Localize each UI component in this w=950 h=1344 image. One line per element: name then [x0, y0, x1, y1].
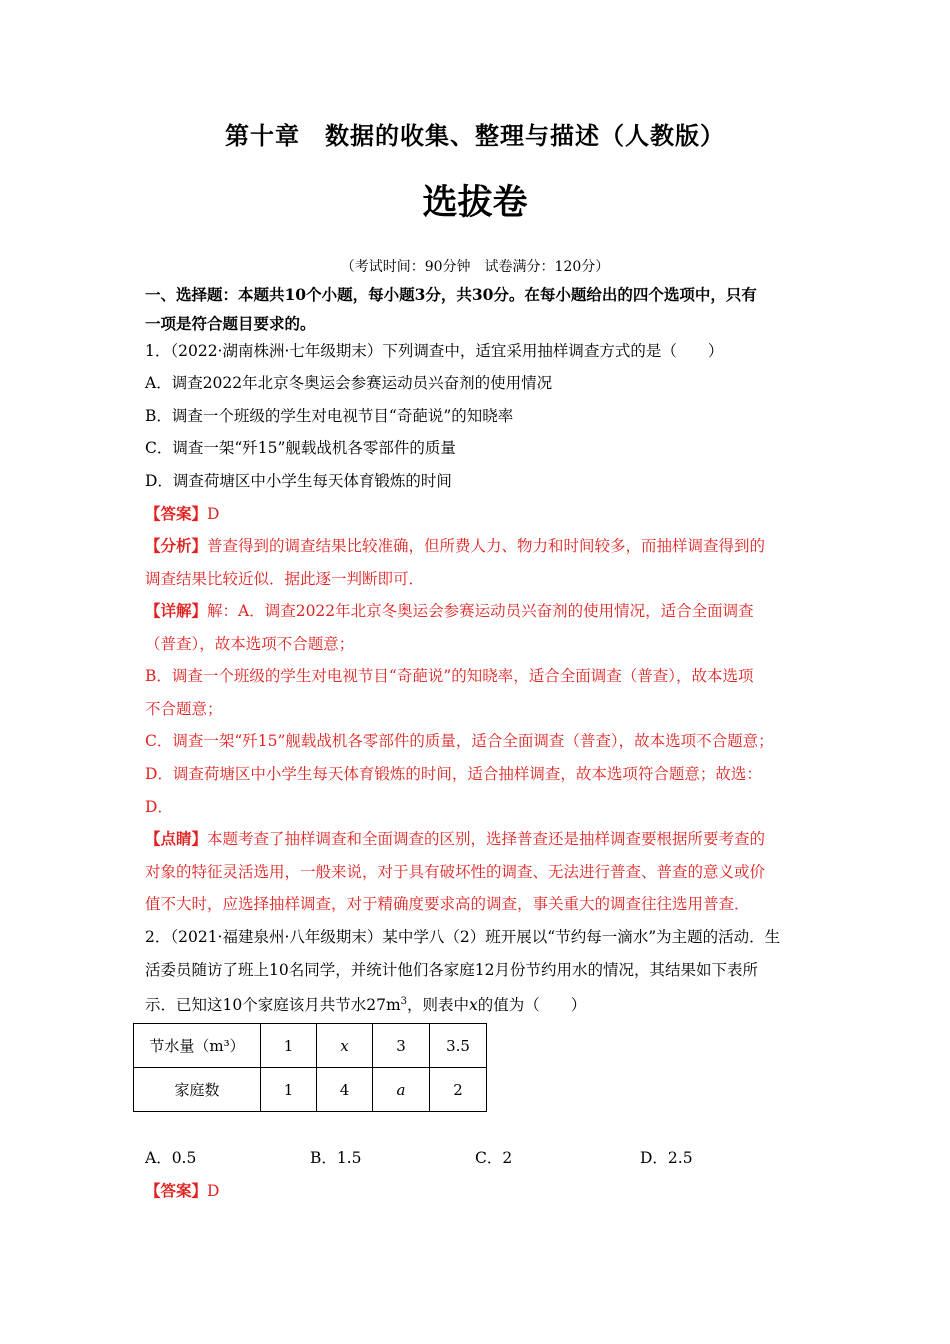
- table-cell: 1: [261, 1024, 317, 1068]
- q2-option-a: A．0.5: [145, 1149, 197, 1167]
- q2-stem-line-2: 活委员随访了班上10名同学，并统计他们各家庭12月份节约用水的情况，其结果如下表所: [145, 961, 758, 979]
- table-cell: 3.5: [430, 1024, 487, 1068]
- q1-detail-line-2: （普查），故本选项不合题意；: [145, 635, 355, 653]
- q1-option-b: B．调查一个班级的学生对电视节目“奇葩说”的知晓率: [145, 407, 514, 425]
- q2-stem-text-a: 示．已知这10个家庭该月共节水27m: [145, 996, 401, 1015]
- q1-detail-line-6: D．调查荷塘区中小学生每天体育锻炼的时间，适合抽样调查，故本选项符合题意；故选：: [145, 765, 762, 783]
- table-row: [134, 1068, 487, 1112]
- q2-stem-variable: x: [469, 996, 478, 1015]
- q1-option-d: D．调查荷塘区中小学生每天体育锻炼的时间: [145, 472, 452, 490]
- table-cell: 2: [430, 1068, 487, 1112]
- q1-detail-line-1: [145, 600, 815, 622]
- comment-text: 本题考查了抽样调查和全面调查的区别，选择普查还是抽样调查要根据所要考查的: [207, 830, 766, 848]
- q2-stem-superscript: 3: [400, 996, 408, 1007]
- table-row-header: 节水量（m³）: [134, 1024, 261, 1068]
- table-row: [134, 1024, 487, 1068]
- comment-tag: 【点睛】: [145, 829, 208, 848]
- table-cell: 4: [317, 1068, 373, 1112]
- q2-option-b: B．1.5: [310, 1149, 362, 1167]
- exam-subtitle: 选拔卷: [422, 183, 528, 223]
- q1-detail-line-5: C．调查一架“歼15”舰载战机各零部件的质量，适合全面调查（普查），故本选项不合题意；: [145, 732, 774, 750]
- q2-stem-line-3: [145, 991, 815, 1016]
- q1-analysis-line-1: [145, 535, 815, 557]
- analysis-text: 普查得到的调查结果比较准确，但所费人力、物力和时间较多，而抽样调查得到的: [207, 537, 766, 555]
- chapter-title: 第十章 数据的收集、整理与描述（人教版）: [225, 122, 725, 150]
- section-instructions-line-2: 一项是符合题目要求的。: [145, 314, 316, 333]
- answer-value: D: [207, 505, 220, 523]
- q1-option-c: C．调查一架“歼15”舰载战机各零部件的质量: [145, 439, 456, 457]
- q2-stem-line-1: 2．（2021·福建泉州·八年级期末）某中学八（2）班开展以“节约每一滴水”为主题的活动．生: [145, 928, 781, 946]
- table-cell: 3: [373, 1024, 430, 1068]
- q2-option-c: C．2: [475, 1149, 513, 1167]
- q2-answer: [145, 1180, 815, 1202]
- q1-stem: 1．（2022·湖南株洲·七年级期末）下列调查中，适宜采用抽样调查方式的是（ ）: [145, 342, 724, 360]
- table-cell: x: [317, 1024, 373, 1068]
- analysis-tag: 【分析】: [145, 536, 208, 555]
- water-saving-table: [133, 1023, 487, 1112]
- q1-comment-line-2: 对象的特征灵活选用，一般来说，对于具有破坏性的调查、无法进行普查、普查的意义或价: [145, 863, 766, 881]
- q1-option-a: A．调查2022年北京冬奥运会参赛运动员兴奋剂的使用情况: [145, 374, 553, 392]
- q2-stem-text-b: ，则表中: [407, 996, 470, 1015]
- q1-comment-line-3: 值不大时，应选择抽样调查，对于精确度要求高的调查，事关重大的调查往往选用普查．: [145, 895, 750, 913]
- detail-text: 解：A．调查2022年北京冬奥运会参赛运动员兴奋剂的使用情况，适合全面调查: [207, 602, 754, 620]
- table-cell: a: [373, 1068, 430, 1112]
- answer-tag: 【答案】: [145, 1181, 208, 1200]
- section-instructions-line-1: 一、选择题：本题共10个小题，每小题3分，共30分。在每小题给出的四个选项中，只有: [145, 285, 757, 304]
- answer-tag: 【答案】: [145, 504, 208, 523]
- q1-answer: [145, 503, 815, 525]
- table-cell: 1: [261, 1068, 317, 1112]
- q1-analysis-line-2: 调查结果比较近似．据此逐一判断即可．: [145, 570, 425, 588]
- q1-comment-line-1: [145, 828, 815, 850]
- q1-detail-line-3: B．调查一个班级的学生对电视节目“奇葩说”的知晓率，适合全面调查（普查），故本选项: [145, 667, 754, 685]
- detail-tag: 【详解】: [145, 601, 208, 620]
- q1-detail-line-4: 不合题意；: [145, 700, 223, 718]
- q2-option-d: D．2.5: [640, 1149, 693, 1167]
- table-row-header: 家庭数: [134, 1068, 261, 1112]
- q1-detail-line-7: D．: [145, 798, 173, 816]
- q2-stem-text-c: 的值为（ ）: [477, 996, 587, 1015]
- exam-info: （考试时间：90分钟 试卷满分：120分）: [340, 259, 610, 275]
- answer-value: D: [207, 1182, 220, 1200]
